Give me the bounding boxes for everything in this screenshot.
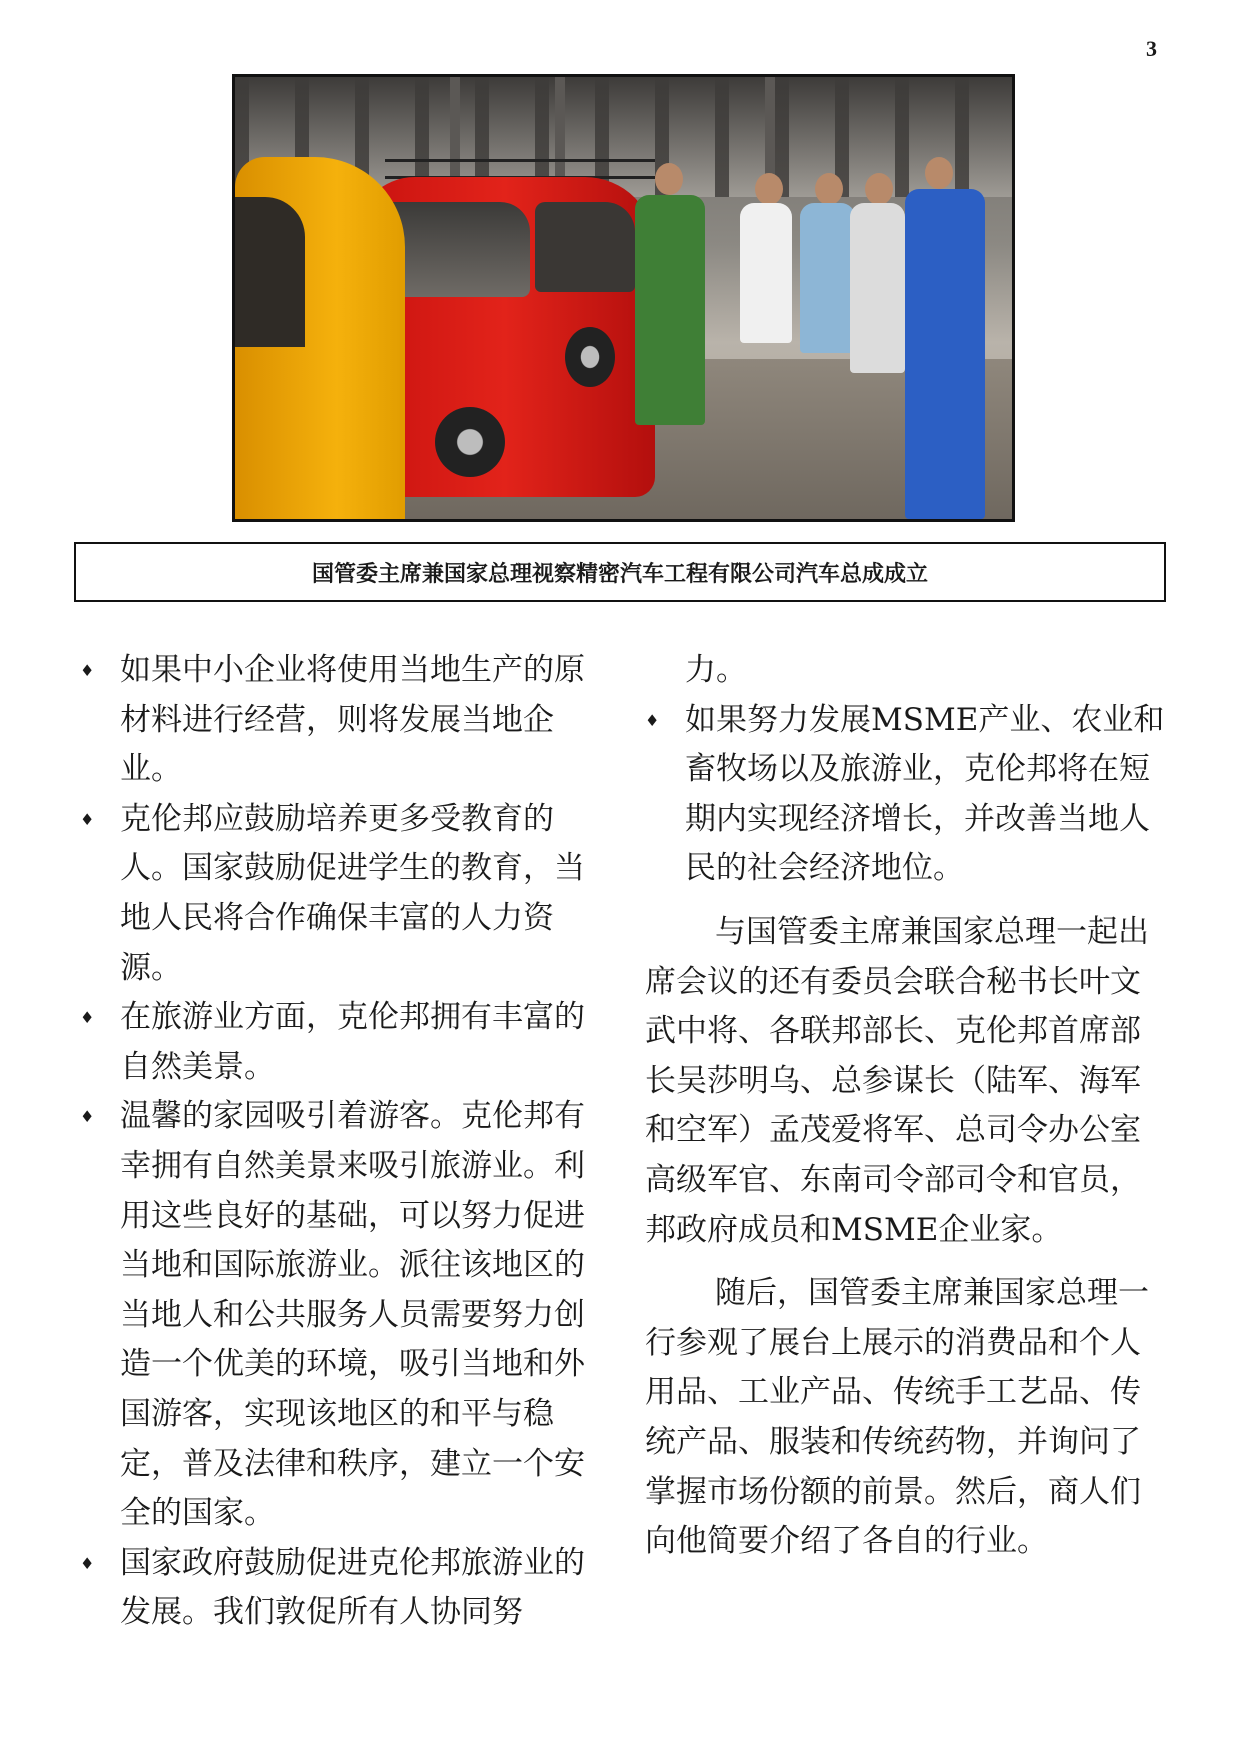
photo-roof-rack <box>385 159 655 179</box>
photo-person <box>850 203 905 373</box>
diamond-bullet-icon: ♦ <box>80 1008 95 1028</box>
photo-person-head <box>925 157 953 189</box>
photo-person <box>905 189 985 519</box>
photo-person-head <box>865 173 893 205</box>
photo-person <box>740 203 792 343</box>
photo-wheel <box>565 327 615 387</box>
photo-wheel <box>435 407 505 477</box>
diamond-bullet-icon: ♦ <box>80 661 95 680</box>
photo-person-officer <box>635 195 705 425</box>
photo-caption-box <box>74 542 1166 602</box>
bullet-text: 温馨的家园吸引着游客。克伦邦有幸拥有自然美景来吸引旅游业。利用这些良好的基础，可以努力促进当地和国际旅游业。派往该地区的当地人和公共服务人员需要努力创造一个优美的环境，吸引当地和外国游客，实现该地区的和平与稳定，普及法律和秩序，建立一个安全的国家。 <box>120 1098 585 1532</box>
bullet-text: 在旅游业方面，克伦邦拥有丰富的自然美景。 <box>120 999 585 1085</box>
diamond-bullet-icon: ♦ <box>80 809 95 829</box>
paragraph-exhibition: 随后，国管委主席兼国家总理一行参观了展台上展示的消费品和个人用品、工业产品、传统手工艺品、传统产品、服装和传统药物，并询问了掌握市场份额的前景。然后，商人们向他简要介绍了各自的行业。 <box>645 1275 1149 1560</box>
bullet-text: 如果努力发展MSME产业、农业和畜牧场以及旅游业，克伦邦将在短期内实现经济增长，并改善当地人民的社会经济地位。 <box>685 701 1165 887</box>
photo-caption: 国管委主席兼国家总理视察精密汽车工程有限公司汽车总成成立 <box>311 561 928 587</box>
bullet-item <box>80 646 605 795</box>
right-column <box>645 646 1170 1567</box>
photo-red-car-window <box>535 202 635 292</box>
bullet-text: 如果中小企业将使用当地生产的原材料进行经营，则将发展当地企业。 <box>120 652 585 788</box>
bullet-item <box>80 795 605 993</box>
diamond-bullet-icon: ♦ <box>80 1553 95 1573</box>
bullet-item <box>80 1092 605 1538</box>
bullet-item <box>80 993 605 1092</box>
photo-factory-inspection <box>232 74 1015 522</box>
bullet-item <box>80 1539 605 1638</box>
bullet-text: 克伦邦应鼓励培养更多受教育的人。国家鼓励促进学生的教育，当地人民将合作确保丰富的人力资源。 <box>120 800 585 986</box>
diamond-bullet-icon: ♦ <box>80 1107 95 1127</box>
diamond-bullet-icon: ♦ <box>645 710 660 730</box>
photo-person-head <box>815 173 843 205</box>
left-column <box>80 646 605 1638</box>
photo-person <box>800 203 855 353</box>
photo-person-head <box>655 163 683 195</box>
page-number: 3 <box>1146 36 1157 61</box>
photo-person-head <box>755 173 783 205</box>
photo-yellow-car-window <box>235 197 305 347</box>
bullet-item <box>645 696 1170 894</box>
bullet-continuation: 力。 <box>685 652 747 688</box>
bullet-text: 国家政府鼓励促进克伦邦旅游业的发展。我们敦促所有人协同努 <box>120 1544 585 1631</box>
paragraph-attendees: 与国管委主席兼国家总理一起出席会议的还有委员会联合秘书长叶文武中将、各联邦部长、克伦邦首席部长吴莎明乌、总参谋长（陆军、海军和空军）孟茂爱将军、总司令办公室高级军官、东南司令部司令和官员，邦政府成员和MSME企业家。 <box>645 913 1149 1248</box>
